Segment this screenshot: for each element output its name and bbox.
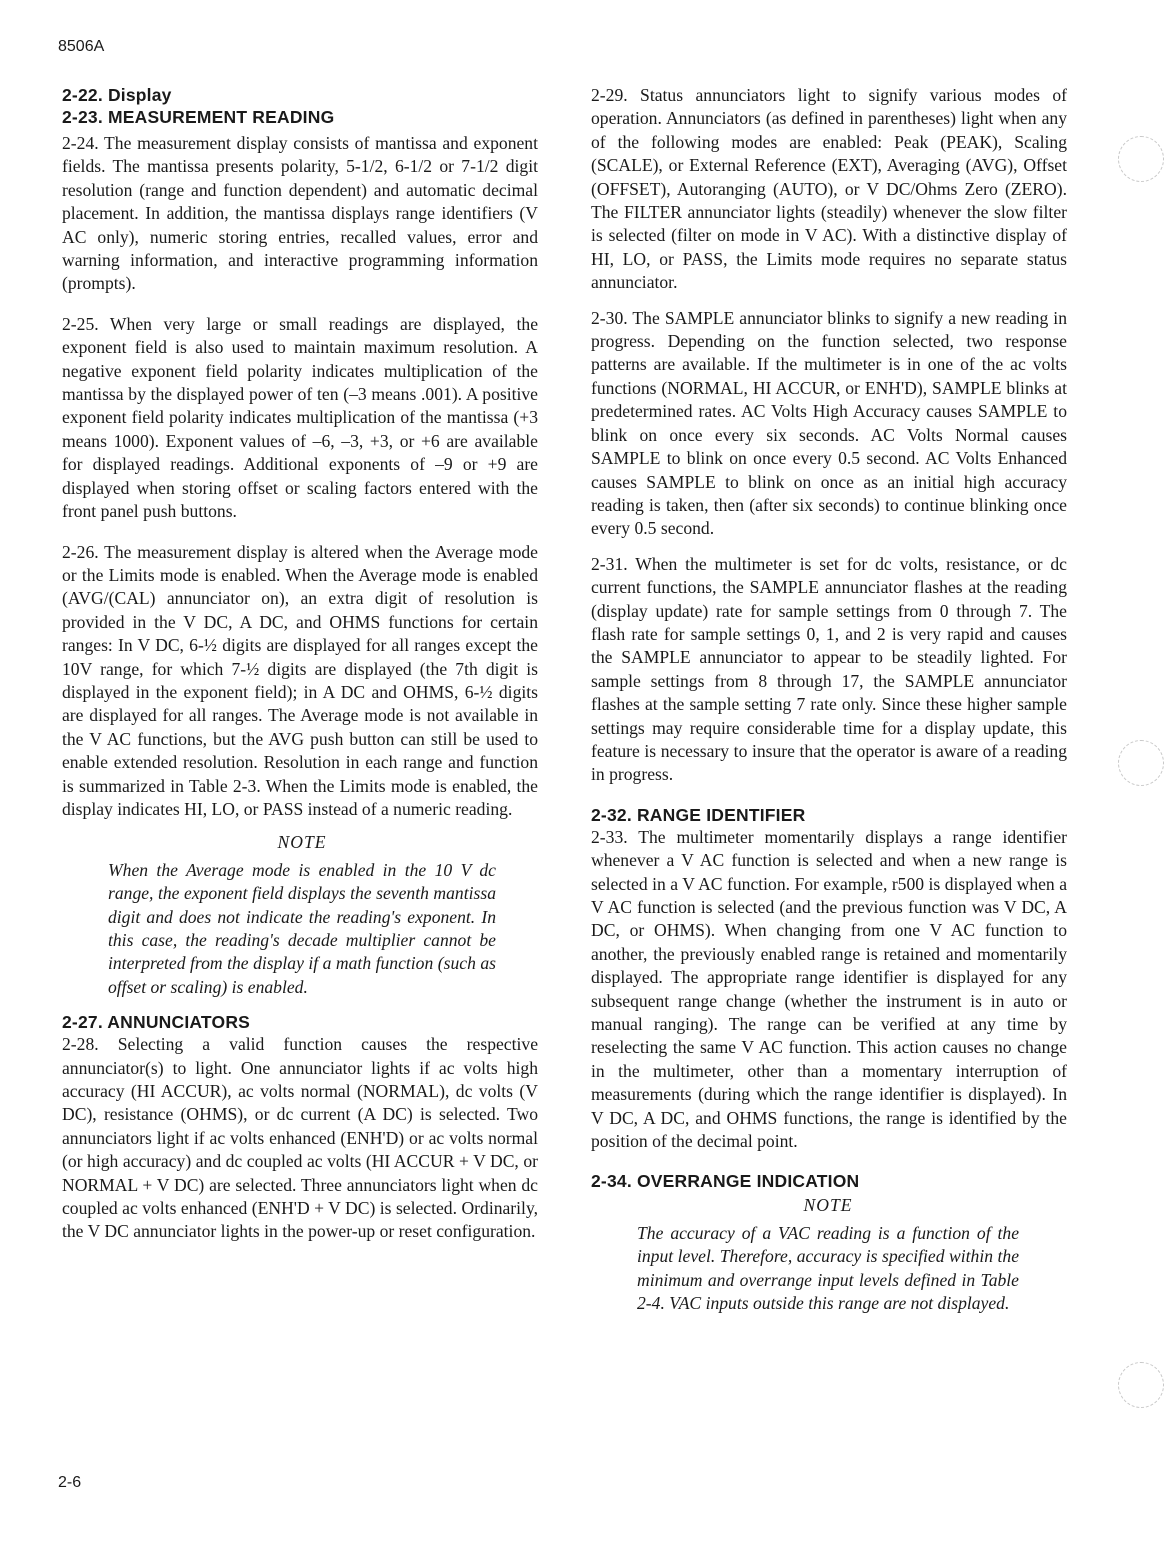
section-heading-measurement-reading: 2-23. MEASUREMENT READING [62,107,335,127]
binder-hole-top [1118,136,1164,182]
paragraph-2-24: 2-24. The measurement display consists of mantissa and exponent fields. The mantissa presents polarity, 5-1/2, 6-1/2 or 7-1/2 digit resolution (range and function dependent) and automatic decimal placement. In addition, the mantissa displays range identifiers (V AC only), numeric storing entries, recalled values, error and warning information, and interactive programming information (prompts). [62,133,538,294]
binder-hole-bottom [1118,1362,1164,1408]
note-body: The accuracy of a VAC reading is a function of the input level. Therefore, accuracy is specified within the minimum and overrange input levels defined in Table 2-4. VAC inputs outside this range are not displayed. [637,1222,1019,1314]
section-heading-range-identifier: 2-32. RANGE IDENTIFIER [591,804,806,825]
page-number: 2-6 [58,1474,82,1491]
document-id: 8506A [58,38,105,55]
paragraph-2-30: 2-30. The SAMPLE annunciator blinks to signify a new reading in progress. Depending on the function selected, two response patterns are available. If the multimeter is in one of the ac volts functions (NORMAL, HI ACCUR, or ENH'D), SAMPLE blinks at predetermined rates. AC Volts High Accuracy causes SAMPLE to blink on once every six seconds. AC Volts Normal causes SAMPLE to blink on once every 0.5 second. AC Volts Enhanced causes SAMPLE to blink on once as an initial high accuracy reading is taken, then (after six seconds) to continue blinking once every 0.5 second. [591,307,1067,539]
note-vac-accuracy [591,1194,1067,1315]
section-heading-display: 2-22. Display [62,85,172,105]
paragraph-2-28: 2-28. Selecting a valid function causes the respective annunciator(s) to light. One annunciator lights if ac volts high accuracy (HI ACCUR), ac volts normal (NORMAL), dc volts (V DC), resistance (OHMS), or dc current (A DC) is selected. Two annunciators light if ac volts enhanced (ENH'D) or ac volts normal (or high accuracy) and dc coupled ac volts (HI ACCUR + V DC, or NORMAL + V DC) are selected. Three annunciators light when dc coupled ac volts enhanced (ENH'D + V DC) is selected. Ordinarily, the V DC annunciator lights in the power-up or reset configuration. [62,1034,538,1242]
note-average-mode [62,831,538,999]
section-heading-annunciators: 2-27. ANNUNCIATORS [62,1012,251,1033]
section-heading-overrange-indication: 2-34. OVERRANGE INDICATION [591,1171,860,1192]
left-column [62,84,538,1244]
paragraph-2-31: 2-31. When the multimeter is set for dc volts, resistance, or dc current functions, the SAMPLE annunciator flashes at the reading (display update) rate for sample settings from 0 through 7. The flash rate for sample settings 0, 1, and 2 is very rapid and causes the SAMPLE annunciator to appear to be steadily lighted. For sample settings from 8 through 17, the SAMPLE annunciator flashes at the sample setting 7 rate only. Since these higher sample settings may require considerable time for a display update, this feature is necessary to insure that the operator is aware of a reading in progress. [591,553,1067,785]
note-body: When the Average mode is enabled in the 10 V dc range, the exponent field displays the seventh mantissa digit and does not indicate the reading's exponent. In this case, the reading's decade multiplier cannot be interpreted from the display if a math function (such as offset or scaling) is enabled. [108,859,496,997]
paragraph-2-33: 2-33. The multimeter momentarily displays a range identifier whenever a V AC function is selected and when a new range is selected in a V AC function. For example, r500 is displayed when a V AC function is selected (and the previous function was V DC, A DC, or OHMS). When changing from one V AC function to another, the previously enabled range is retained and momentarily displayed. The appropriate range identifier is displayed for any subsequent range change (whether the instrument is in auto or manual ranging). The range can be verified at any time by reselecting the same V AC function. This action causes no change in the multimeter, other than a momentary interruption of measurements (during which the range identifier is displayed). In V DC, A DC, and OHMS functions, the range is identified by the position of the decimal point. [591,826,1067,1152]
paragraph-2-29: 2-29. Status annunciators light to signify various modes of operation. Annunciators (as defined in parentheses) light when any of the following modes are enabled: Peak (PEAK), Scaling (SCALE), or External Reference (EXT), Averaging (AVG), Offset (OFFSET), Autoranging (AUTO), or V DC/Ohms Zero (ZERO). The FILTER annunciator lights (steadily) whenever the slow filter is selected (filter on mode in V AC). With a distinctive display of HI, LO, or PASS, the Limits mode requires no separate status annunciator. [591,85,1067,293]
right-column [591,84,1067,1316]
note-title: NOTE [803,1195,853,1216]
note-title: NOTE [277,832,327,853]
paragraph-2-26: 2-26. The measurement display is altered when the Average mode or the Limits mode is enabled. When the Average mode is enabled (AVG/(CAL) annunciator on), an extra digit of resolution is provided in the V DC, A DC, and OHMS functions for certain ranges: In V DC, 6-½ digits are displayed for all ranges except the 10V range, for which 7-½ digits are displayed (the 7th digit is displayed in the exponent field); in A DC and OHMS, 6-½ digits are displayed for all ranges. The Average mode is not available in the V AC functions, but the AVG push button can still be used to enable extended resolution. Resolution in each range and function is summarized in Table 2-3. When the Limits mode is enabled, the display indicates HI, LO, or PASS instead of a numeric reading. [62,541,538,819]
binder-hole-middle [1118,740,1164,786]
paragraph-2-25: 2-25. When very large or small readings are displayed, the exponent field is also used to maintain maximum resolution. A negative exponent field polarity indicates multiplication of the mantissa by the displayed power of ten (–3 means .001). A positive exponent field polarity indicates multiplication of the mantissa (+3 means 1000). Exponent values of –6, –3, +3, or +6 are available for displayed readings. Additional exponents of –9 or +9 are displayed when storing offset or scaling factors entered with the front panel push buttons. [62,313,538,522]
